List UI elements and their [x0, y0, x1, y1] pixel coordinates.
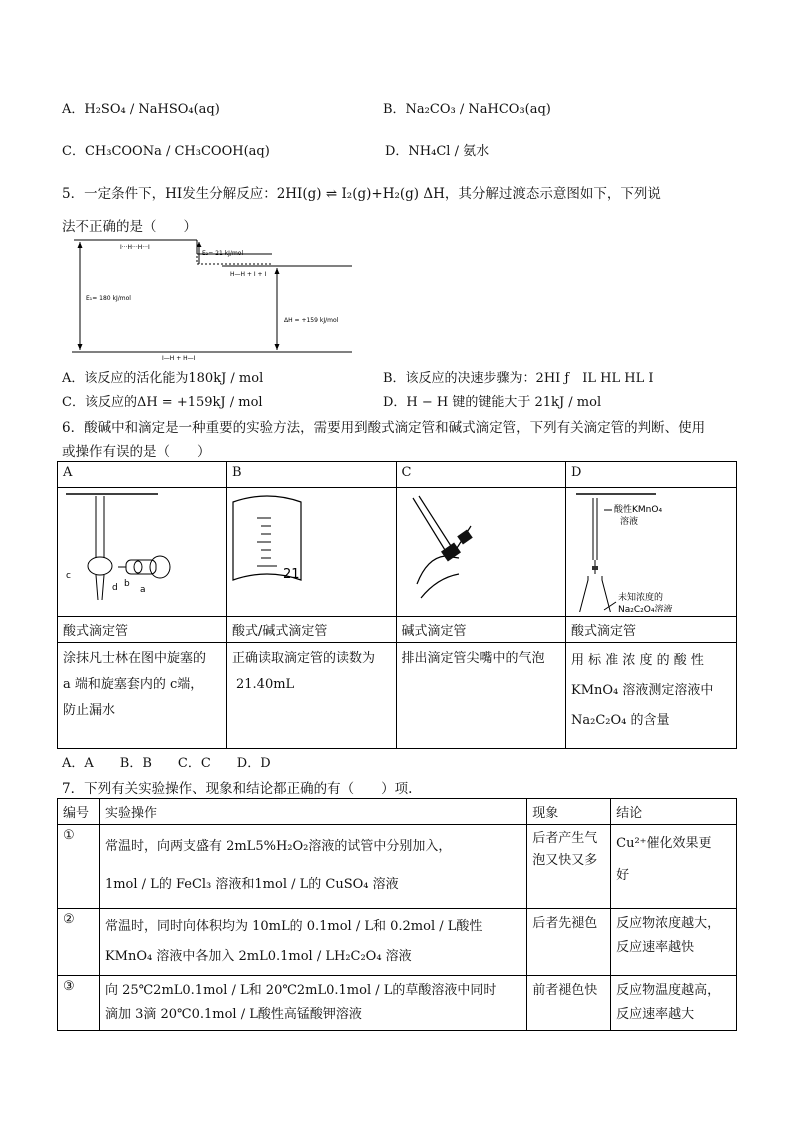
q6-desc-d-line3: Na₂C₂O₄ 的含量 [571, 713, 670, 728]
q6-desc-a-line1: 涂抹凡士林在图中旋塞的 [63, 651, 207, 666]
q7-row2-op-line2: KMnO₄ 溶液中各加入 2mL0.1mol / LH₂C₂O₄ 溶液 [104, 949, 412, 964]
energy-diagram [62, 234, 352, 362]
q6-type-b: 酸式/碱式滴定管 [227, 617, 397, 643]
q7-row3-ph-line1: 前者褪色快 [532, 983, 598, 998]
q7-row1-con-line1: Cu²⁺催化效果更 [616, 836, 712, 851]
q6-stem-line2: 或操作有误的是（ ） [62, 444, 211, 460]
q7-row3-con-line1: 反应物温度越高， [616, 983, 721, 998]
q5-stem-line1: 5．一定条件下，HI发生分解反应：2HI(g) ⇌ I₂(g)+H₂(g) ΔH，其分解过渡态示意图如下，下列说 [62, 186, 661, 202]
q6-desc-b-line2: 21.40mL [236, 677, 295, 692]
na2c2o4-label-2: Na₂C₂O₄溶液 [618, 605, 673, 612]
q6-table [57, 461, 737, 749]
q7-table [57, 798, 737, 1031]
na2c2o4-label: 未知浓度的 [618, 593, 664, 603]
q7-row1-con-line2: 好 [616, 868, 630, 883]
ts1-label: I···H···H···I [120, 244, 150, 251]
ea1-label: E₁= 180 kJ/mol [86, 295, 131, 302]
q6-image-d [566, 488, 737, 617]
label-c: c [66, 571, 71, 581]
q7-row1-op-line2: 1mol / L的 FeCl₃ 溶液和1mol / L的 CuSO₄ 溶液 [104, 877, 399, 892]
q7-row1-no: ① [58, 825, 100, 909]
q6-desc-a-line3: 防止漏水 [63, 703, 116, 718]
intermediate-label: H—H + I + I [230, 271, 267, 278]
q6-type-a: 酸式滴定管 [58, 617, 227, 643]
q7-header-op: 实验操作 [99, 799, 526, 825]
q7-row3-op-line1: 向 25℃2mL0.1mol / L和 20℃2mL0.1mol / L的草酸溶液中同时 [104, 983, 497, 998]
q6-image-a [58, 488, 227, 617]
q6-header-a: A [58, 462, 227, 488]
burette-reading-figure [227, 488, 395, 612]
q7-row2-con-line1: 反应物浓度越大， [616, 916, 721, 931]
q7-row1-op [99, 825, 526, 909]
q5-option-d: D．H − H 键的键能大于 21kJ / mol [383, 395, 602, 410]
q7-row2-con-line2: 反应速率越快 [616, 940, 695, 955]
reading-21: 21 [283, 567, 300, 582]
q5-stem-line2: 法不正确的是（ ） [62, 219, 197, 235]
q7-row3-no: ③ [58, 976, 100, 1031]
q6-type-c: 碱式滴定管 [396, 617, 566, 643]
table-row [58, 909, 737, 976]
table-row [58, 976, 737, 1031]
q6-answer-options: A．A B．B C．C D．D [62, 756, 271, 771]
q7-row3-ph [527, 976, 611, 1031]
base-burette-bubble-figure [397, 488, 565, 612]
q7-row1-ph-line2: 泡又快又多 [532, 853, 598, 868]
q7-row3-op-line2: 滴加 3滴 20℃0.1mol / L酸性高锰酸钾溶液 [104, 1007, 362, 1022]
q6-stem-line1: 6．酸碱中和滴定是一种重要的实验方法，需要用到酸式滴定管和碱式滴定管，下列有关滴定管的判断、使用 [62, 420, 706, 436]
q6-header-d: D [566, 462, 737, 488]
reactant-label: I—H + H—I [162, 355, 196, 362]
kmno4-label-2: 溶液 [620, 517, 639, 527]
q6-header-c: C [396, 462, 566, 488]
dh-label: ΔH = +159 kJ/mol [284, 317, 339, 324]
q6-desc-b-line1: 正确读取滴定管的读数为 [232, 651, 376, 666]
q7-row2-op-line1: 常温时，同时向体积均为 10mL的 0.1mol / L和 0.2mol / L酸性 [104, 919, 483, 934]
q7-row1-ph-line1: 后者产生气 [532, 831, 598, 846]
q6-type-d: 酸式滴定管 [566, 617, 737, 643]
q7-row2-op [99, 909, 526, 976]
q5-option-a: A．该反应的活化能为180kJ / mol [62, 371, 264, 386]
q4-option-b: B．Na₂CO₃ / NaHCO₃(aq) [383, 102, 551, 117]
q7-row3-con [611, 976, 737, 1031]
q7-header-no: 编号 [58, 799, 100, 825]
q6-desc-a-line2: a 端和旋塞套内的 c端， [63, 677, 204, 692]
q4-option-c: C．CH₃COONa / CH₃COOH(aq) [62, 144, 270, 159]
table-row [58, 825, 737, 909]
q6-image-c [396, 488, 566, 617]
q7-header-con: 结论 [611, 799, 737, 825]
q7-row1-con [611, 825, 737, 909]
ea2-label: E₂= 21 kJ/mol [202, 250, 244, 257]
q6-desc-d [566, 643, 737, 749]
q7-stem: 7．下列有关实验操作、现象和结论都正确的有（ ）项. [62, 781, 413, 797]
q5-option-b: B．该反应的决速步骤为：2HI ƒ IL HL HL I [383, 371, 654, 386]
kmno4-label: 酸性KMnO₄ [614, 505, 663, 515]
q7-row1-op-line1: 常温时，向两支盛有 2mL5%H₂O₂溶液的试管中分别加入， [104, 839, 452, 854]
q7-row3-op [99, 976, 526, 1031]
q7-row2-ph [527, 909, 611, 976]
q7-row3-con-line2: 反应速率越大 [616, 1007, 695, 1022]
label-a: a [140, 585, 146, 595]
q4-option-a: A．H₂SO₄ / NaHSO₄(aq) [62, 102, 220, 117]
q7-row2-con [611, 909, 737, 976]
q6-header-b: B [227, 462, 397, 488]
label-b: b [124, 579, 130, 589]
q6-image-b [227, 488, 397, 617]
acid-burette-stopcock-figure [58, 488, 226, 612]
q7-row1-ph [527, 825, 611, 909]
q6-desc-b [227, 643, 397, 749]
q7-row2-ph-line1: 后者先褪色 [532, 916, 598, 931]
q6-desc-d-line2: KMnO₄ 溶液测定溶液中 [571, 683, 714, 698]
titration-setup-figure [566, 488, 736, 612]
q6-desc-c [396, 643, 566, 749]
q7-header-ph: 现象 [527, 799, 611, 825]
q6-desc-c-line1: 排出滴定管尖嘴中的气泡 [401, 651, 545, 666]
q5-option-c: C．该反应的ΔH = +159kJ / mol [62, 395, 263, 410]
label-d: d [112, 583, 118, 593]
q4-option-d: D．NH₄Cl / 氨水 [385, 144, 490, 159]
q7-row2-no: ② [58, 909, 100, 976]
q6-desc-d-line1: 用 标 准 浓 度 的 酸 性 [571, 653, 704, 668]
q6-desc-a [58, 643, 227, 749]
